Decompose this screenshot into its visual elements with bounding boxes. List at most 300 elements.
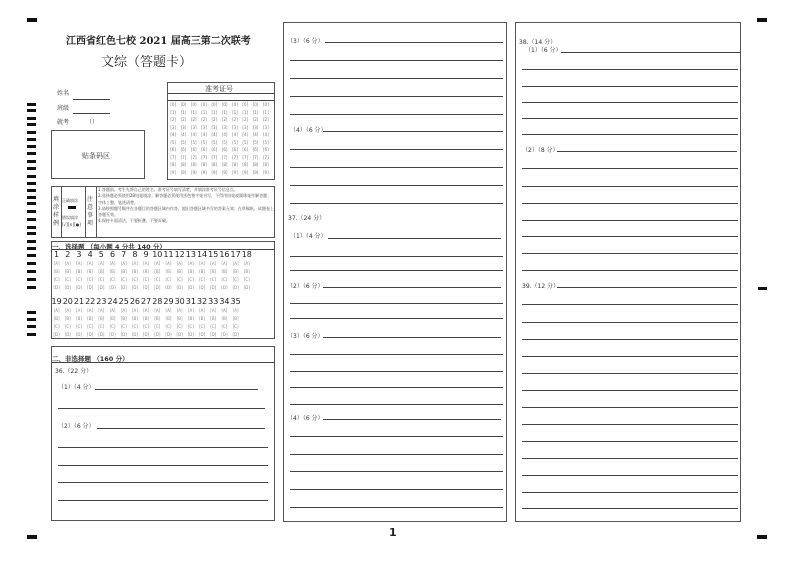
answer-line[interactable] [290, 371, 503, 372]
option-bubble[interactable]: [C] [210, 324, 217, 329]
exam-id-digit[interactable]: [7] [242, 154, 249, 160]
option-bubble[interactable]: [D] [64, 332, 71, 337]
exam-id-digit[interactable]: [0] [262, 102, 269, 107]
option-bubble[interactable]: [C] [210, 277, 217, 282]
exam-id-digit[interactable]: [9] [252, 169, 259, 175]
option-bubble[interactable]: [C] [120, 324, 127, 329]
exam-id-digit[interactable]: [6] [190, 147, 197, 152]
exam-id-digit[interactable]: [5] [211, 139, 218, 145]
exam-id-digit[interactable]: [8] [232, 162, 238, 167]
exam-id-digit[interactable]: [0] [201, 102, 207, 107]
answer-line[interactable] [522, 407, 738, 408]
answer-line[interactable] [323, 131, 503, 132]
exam-id-digit[interactable]: [8] [180, 162, 187, 167]
answer-line[interactable] [323, 287, 501, 288]
exam-id-digit[interactable]: [3] [211, 124, 218, 130]
exam-id-digit[interactable]: [3] [242, 124, 249, 130]
answer-line[interactable] [290, 489, 503, 490]
exam-id-digit[interactable]: [5] [242, 139, 249, 145]
option-bubble[interactable]: [B] [221, 269, 228, 274]
option-bubble[interactable]: [D] [165, 332, 172, 337]
answer-line[interactable] [328, 238, 501, 239]
answer-line[interactable] [522, 168, 738, 169]
option-bubble[interactable]: [A] [176, 308, 183, 313]
option-bubble[interactable]: [D] [87, 332, 94, 337]
answer-line[interactable] [522, 186, 738, 187]
exam-id-digit[interactable]: [5] [252, 139, 259, 145]
exam-id-digit[interactable]: [8] [242, 162, 249, 167]
answer-line[interactable] [323, 337, 501, 338]
exam-id-digit[interactable]: [9] [211, 169, 218, 175]
option-bubble[interactable]: [C] [154, 277, 161, 282]
exam-id-digit[interactable]: [4] [242, 132, 249, 137]
option-bubble[interactable]: [D] [142, 332, 150, 337]
option-bubble[interactable]: [B] [87, 269, 94, 274]
exam-id-digit[interactable]: [0] [252, 102, 259, 107]
exam-id-digit[interactable]: [0] [190, 102, 197, 107]
exam-id-digit[interactable]: [2] [180, 117, 187, 122]
option-bubble[interactable]: [C] [243, 277, 250, 282]
exam-id-digit[interactable]: [4] [262, 132, 269, 137]
option-bubble[interactable]: [B] [131, 316, 138, 321]
exam-id-digit[interactable]: [8] [170, 162, 176, 167]
exam-id-digit[interactable]: [2] [252, 117, 259, 122]
exam-id-digit[interactable]: [9] [221, 169, 228, 175]
exam-id-digit[interactable]: [6] [221, 147, 228, 152]
exam-id-digit[interactable]: [1] [252, 109, 259, 115]
option-bubble[interactable]: [D] [142, 285, 150, 290]
option-bubble[interactable]: [D] [154, 332, 161, 337]
option-bubble[interactable]: [A] [87, 261, 94, 266]
answer-line[interactable] [522, 390, 738, 391]
option-bubble[interactable]: [A] [154, 308, 161, 313]
exam-id-digit[interactable]: [6] [232, 147, 238, 152]
exam-id-digit[interactable]: [9] [170, 169, 176, 175]
exam-id-digit[interactable]: [5] [232, 139, 238, 145]
option-bubble[interactable]: [B] [64, 269, 71, 274]
exam-id-digit[interactable]: [5] [221, 139, 228, 145]
option-bubble[interactable]: [C] [120, 277, 127, 282]
answer-line[interactable] [290, 167, 503, 168]
answer-line[interactable] [557, 151, 737, 152]
exam-id-digit[interactable]: [3] [262, 124, 269, 130]
answer-line[interactable] [522, 270, 738, 271]
exam-id-digit[interactable]: [7] [170, 154, 176, 160]
exam-id-digit[interactable]: [1] [211, 109, 218, 115]
option-bubble[interactable]: [C] [199, 277, 205, 282]
option-bubble[interactable]: [C] [154, 324, 161, 329]
option-bubble[interactable]: [D] [87, 285, 94, 290]
exam-id-digit[interactable]: [2] [262, 117, 269, 122]
option-bubble[interactable]: [B] [87, 316, 94, 321]
option-bubble[interactable]: [A] [120, 261, 127, 266]
option-bubble[interactable]: [B] [76, 316, 82, 321]
option-bubble[interactable]: [B] [199, 269, 205, 274]
exam-id-digit[interactable]: [5] [201, 139, 207, 145]
answer-line[interactable] [522, 102, 738, 103]
answer-line[interactable] [522, 203, 738, 204]
option-bubble[interactable]: [C] [165, 324, 172, 329]
answer-line[interactable] [290, 471, 503, 472]
answer-line[interactable] [522, 475, 738, 476]
answer-line[interactable] [522, 86, 738, 87]
option-bubble[interactable]: [C] [176, 324, 183, 329]
exam-id-digit[interactable]: [2] [242, 117, 249, 122]
option-bubble[interactable]: [A] [109, 261, 116, 266]
answer-line[interactable] [522, 253, 738, 254]
exam-id-digit[interactable]: [2] [170, 117, 176, 122]
option-bubble[interactable]: [B] [154, 316, 161, 321]
option-bubble[interactable]: [D] [232, 285, 239, 290]
option-bubble[interactable]: [C] [187, 324, 194, 329]
option-bubble[interactable]: [D] [221, 332, 228, 337]
answer-line[interactable] [522, 69, 738, 70]
option-bubble[interactable]: [B] [243, 269, 250, 274]
option-bubble[interactable]: [A] [64, 261, 71, 266]
exam-id-digit[interactable]: [6] [180, 147, 187, 152]
answer-line[interactable] [557, 287, 737, 288]
option-bubble[interactable]: [D] [187, 285, 194, 290]
option-bubble[interactable]: [D] [165, 285, 172, 290]
exam-id-digit[interactable]: [8] [221, 162, 228, 167]
answer-line[interactable] [290, 387, 503, 388]
option-bubble[interactable]: [A] [109, 308, 116, 313]
answer-line[interactable] [522, 304, 738, 305]
option-bubble[interactable]: [B] [199, 316, 205, 321]
option-bubble[interactable]: [A] [120, 308, 127, 313]
option-bubble[interactable]: [C] [165, 277, 172, 282]
option-bubble[interactable]: [D] [232, 332, 239, 337]
answer-line[interactable] [58, 447, 268, 448]
exam-id-digit[interactable]: [4] [232, 132, 238, 137]
option-bubble[interactable]: [A] [165, 261, 172, 266]
option-bubble[interactable]: [A] [199, 308, 205, 313]
answer-line[interactable] [290, 185, 503, 186]
answer-line[interactable] [290, 149, 503, 150]
option-bubble[interactable]: [B] [232, 269, 239, 274]
option-bubble[interactable]: [D] [221, 285, 228, 290]
exam-id-digit[interactable]: [3] [221, 124, 228, 130]
option-bubble[interactable]: [C] [176, 277, 183, 282]
answer-line[interactable] [522, 356, 738, 357]
option-bubble[interactable]: [B] [165, 269, 172, 274]
option-bubble[interactable]: [C] [143, 277, 150, 282]
answer-line[interactable] [522, 508, 738, 509]
option-bubble[interactable]: [A] [131, 261, 138, 266]
exam-id-digit[interactable]: [8] [211, 162, 218, 167]
exam-id-digit[interactable]: [0] [170, 102, 176, 107]
option-bubble[interactable]: [C] [131, 277, 138, 282]
option-bubble[interactable]: [D] [98, 332, 105, 337]
option-bubble[interactable]: [A] [87, 308, 94, 313]
option-bubble[interactable]: [D] [198, 332, 206, 337]
exam-id-digit[interactable]: [8] [252, 162, 259, 167]
exam-id-digit[interactable]: [6] [201, 147, 207, 152]
answer-line[interactable] [561, 52, 741, 53]
answer-line[interactable] [522, 322, 738, 323]
option-bubble[interactable]: [D] [131, 332, 138, 337]
answer-line[interactable] [290, 507, 503, 508]
option-bubble[interactable]: [B] [165, 316, 172, 321]
exam-id-digit[interactable]: [8] [262, 162, 269, 167]
option-bubble[interactable]: [B] [131, 269, 138, 274]
answer-line[interactable] [522, 424, 738, 425]
option-bubble[interactable]: [B] [98, 316, 105, 321]
exam-id-digit[interactable]: [1] [221, 109, 228, 115]
exam-id-digit[interactable]: [4] [190, 132, 197, 137]
answer-line[interactable] [290, 318, 503, 319]
exam-id-digit[interactable]: [0] [221, 102, 228, 107]
option-bubble[interactable]: [C] [109, 277, 116, 282]
option-bubble[interactable]: [B] [143, 269, 150, 274]
option-bubble[interactable]: [A] [165, 308, 172, 313]
option-bubble[interactable]: [B] [76, 269, 82, 274]
option-bubble[interactable]: [B] [210, 269, 217, 274]
answer-line[interactable] [290, 454, 503, 455]
exam-id-digit[interactable]: [9] [201, 169, 207, 175]
option-bubble[interactable]: [C] [199, 324, 205, 329]
answer-line[interactable] [290, 114, 503, 115]
exam-id-grid[interactable] [168, 101, 271, 176]
answer-line[interactable] [58, 500, 268, 501]
exam-id-digit[interactable]: [2] [201, 117, 207, 122]
exam-id-digit[interactable]: [4] [211, 132, 218, 137]
option-bubble[interactable]: [C] [131, 324, 138, 329]
option-bubble[interactable]: [A] [143, 308, 150, 313]
answer-line[interactable] [290, 78, 503, 79]
option-bubble[interactable]: [D] [64, 285, 71, 290]
exam-id-digit[interactable]: [9] [242, 169, 249, 175]
answer-line[interactable] [522, 373, 738, 374]
option-bubble[interactable]: [B] [53, 316, 60, 321]
exam-id-digit[interactable]: [3] [201, 124, 207, 130]
exam-id-digit[interactable]: [0] [232, 102, 238, 107]
option-bubble[interactable]: [C] [53, 277, 60, 282]
option-bubble[interactable]: [A] [76, 261, 82, 266]
option-bubble[interactable]: [A] [187, 308, 194, 313]
answer-line[interactable] [522, 118, 738, 119]
option-bubble[interactable]: [D] [176, 285, 183, 290]
option-bubble[interactable]: [C] [76, 277, 82, 282]
option-bubble[interactable]: [C] [232, 324, 239, 329]
option-bubble[interactable]: [B] [154, 269, 161, 274]
option-bubble[interactable]: [A] [210, 308, 217, 313]
option-bubble[interactable]: [B] [210, 316, 217, 321]
option-bubble[interactable]: [D] [210, 285, 217, 290]
exam-id-digit[interactable]: [1] [242, 109, 249, 115]
answer-line[interactable] [290, 256, 503, 257]
option-bubble[interactable]: [C] [87, 277, 94, 282]
answer-line[interactable] [290, 303, 503, 304]
exam-id-digit[interactable]: [4] [180, 132, 187, 137]
option-bubble[interactable]: [B] [120, 316, 127, 321]
exam-id-digit[interactable]: [1] [170, 109, 176, 115]
option-bubble[interactable]: [C] [64, 324, 71, 329]
option-bubble[interactable]: [D] [187, 332, 194, 337]
exam-id-digit[interactable]: [8] [201, 162, 207, 167]
option-bubble[interactable]: [C] [76, 324, 82, 329]
option-bubble[interactable]: [B] [232, 316, 239, 321]
option-bubble[interactable]: [A] [232, 261, 239, 266]
exam-id-digit[interactable]: [1] [232, 109, 238, 115]
option-bubble[interactable]: [B] [143, 316, 150, 321]
exam-id-digit[interactable]: [1] [262, 109, 269, 115]
option-bubble[interactable]: [D] [210, 332, 217, 337]
option-bubble[interactable]: [A] [131, 308, 138, 313]
option-bubble[interactable]: [B] [187, 316, 194, 321]
exam-id-digit[interactable]: [9] [232, 169, 238, 175]
exam-id-digit[interactable]: [2] [232, 117, 238, 122]
option-bubble[interactable]: [A] [76, 308, 82, 313]
option-bubble[interactable]: [B] [187, 269, 194, 274]
answer-line[interactable] [323, 419, 501, 420]
option-bubble[interactable]: [D] [154, 285, 161, 290]
answer-line[interactable] [290, 60, 503, 61]
option-bubble[interactable]: [C] [109, 324, 116, 329]
answer-line[interactable] [290, 270, 503, 271]
exam-id-digit[interactable]: [8] [190, 162, 197, 167]
option-bubble[interactable]: [A] [210, 261, 217, 266]
exam-id-digit[interactable]: [7] [252, 154, 259, 160]
answer-line[interactable] [95, 389, 258, 390]
option-bubble[interactable]: [A] [154, 261, 161, 266]
exam-id-digit[interactable]: [5] [190, 139, 197, 145]
option-bubble[interactable]: [A] [232, 308, 239, 313]
answer-line[interactable] [58, 465, 268, 466]
option-bubble[interactable]: [A] [176, 261, 183, 266]
option-bubble[interactable]: [A] [199, 261, 205, 266]
exam-id-digit[interactable]: [7] [201, 154, 207, 160]
option-bubble[interactable]: [C] [98, 277, 105, 282]
exam-id-digit[interactable]: [0] [180, 102, 187, 107]
option-bubble[interactable]: [C] [98, 324, 105, 329]
option-bubble[interactable]: [A] [221, 261, 228, 266]
option-bubble[interactable]: [D] [120, 332, 127, 337]
exam-id-digit[interactable]: [7] [232, 154, 238, 160]
option-bubble[interactable]: [C] [87, 324, 94, 329]
answer-line[interactable] [58, 482, 268, 483]
exam-id-digit[interactable]: [1] [201, 109, 207, 115]
exam-id-digit[interactable]: [3] [232, 124, 238, 130]
option-bubble[interactable]: [C] [64, 277, 71, 282]
option-bubble[interactable]: [C] [53, 324, 60, 329]
option-bubble[interactable]: [B] [98, 269, 105, 274]
option-bubble[interactable]: [D] [120, 285, 127, 290]
exam-id-digit[interactable]: [2] [221, 117, 228, 122]
option-bubble[interactable]: [B] [53, 269, 60, 274]
answer-line[interactable] [522, 134, 738, 135]
answer-line[interactable] [522, 441, 738, 442]
answer-line[interactable] [290, 404, 503, 405]
exam-id-digit[interactable]: [2] [211, 117, 218, 122]
option-bubble[interactable]: [A] [243, 261, 250, 266]
answer-line[interactable] [58, 408, 265, 409]
exam-id-digit[interactable]: [5] [170, 139, 176, 145]
answer-line[interactable] [290, 96, 503, 97]
exam-id-digit[interactable]: [6] [242, 147, 249, 152]
option-bubble[interactable]: [A] [64, 308, 71, 313]
name-field[interactable] [73, 99, 110, 100]
exam-id-digit[interactable]: [9] [180, 169, 187, 175]
option-bubble[interactable]: [D] [176, 332, 183, 337]
option-bubble[interactable]: [C] [221, 324, 228, 329]
option-bubble[interactable]: [B] [221, 316, 228, 321]
exam-id-digit[interactable]: [3] [252, 124, 259, 130]
option-bubble[interactable]: [B] [176, 316, 183, 321]
exam-id-digit[interactable]: [9] [190, 169, 197, 175]
option-bubble[interactable]: [A] [143, 261, 150, 266]
option-bubble[interactable]: [D] [53, 285, 60, 290]
exam-id-digit[interactable]: [7] [221, 154, 228, 160]
exam-id-digit[interactable]: [7] [190, 154, 197, 160]
answer-line[interactable] [522, 236, 738, 237]
answer-line[interactable] [522, 458, 738, 459]
exam-id-digit[interactable]: [5] [262, 139, 269, 145]
choice-options-row2[interactable] [51, 307, 241, 339]
answer-line[interactable] [325, 42, 503, 43]
answer-line[interactable] [522, 220, 738, 221]
exam-id-digit[interactable]: [7] [180, 154, 187, 160]
exam-id-digit[interactable]: [6] [170, 147, 176, 152]
answer-line[interactable] [290, 203, 503, 204]
option-bubble[interactable]: [D] [131, 285, 138, 290]
option-bubble[interactable]: [D] [75, 332, 83, 337]
class-field[interactable] [73, 113, 110, 114]
option-bubble[interactable]: [C] [187, 277, 194, 282]
option-bubble[interactable]: [C] [143, 324, 150, 329]
option-bubble[interactable]: [A] [53, 308, 60, 313]
exam-id-digit[interactable]: [4] [252, 132, 259, 137]
option-bubble[interactable]: [D] [198, 285, 206, 290]
option-bubble[interactable]: [A] [221, 308, 228, 313]
exam-id-digit[interactable]: [6] [252, 147, 259, 152]
option-bubble[interactable]: [A] [53, 261, 60, 266]
answer-line[interactable] [290, 436, 503, 437]
option-bubble[interactable]: [A] [98, 261, 105, 266]
exam-id-digit[interactable]: [5] [180, 139, 187, 145]
exam-id-digit[interactable]: [3] [180, 124, 187, 130]
exam-id-digit[interactable]: [4] [221, 132, 228, 137]
choice-options-row1[interactable] [51, 260, 252, 292]
option-bubble[interactable]: [B] [176, 269, 183, 274]
option-bubble[interactable]: [D] [109, 285, 116, 290]
exam-id-digit[interactable]: [4] [201, 132, 207, 137]
option-bubble[interactable]: [B] [109, 316, 116, 321]
option-bubble[interactable]: [A] [187, 261, 194, 266]
option-bubble[interactable]: [D] [75, 285, 83, 290]
exam-id-digit[interactable]: [3] [190, 124, 197, 130]
option-bubble[interactable]: [C] [221, 277, 228, 282]
exam-id-digit[interactable]: [3] [170, 124, 176, 130]
option-bubble[interactable]: [D] [243, 285, 250, 290]
option-bubble[interactable]: [D] [98, 285, 105, 290]
option-bubble[interactable]: [D] [53, 332, 60, 337]
exam-id-digit[interactable]: [7] [211, 154, 218, 160]
exam-id-digit[interactable]: [2] [190, 117, 197, 122]
answer-line[interactable] [522, 339, 738, 340]
exam-id-digit[interactable]: [4] [170, 132, 176, 137]
exam-id-digit[interactable]: [0] [211, 102, 218, 107]
option-bubble[interactable]: [B] [109, 269, 116, 274]
exam-id-digit[interactable]: [1] [190, 109, 197, 115]
option-bubble[interactable]: [B] [64, 316, 71, 321]
exam-id-digit[interactable]: [0] [242, 102, 249, 107]
answer-line[interactable] [97, 428, 265, 429]
exam-id-digit[interactable]: [6] [211, 147, 218, 152]
exam-id-digit[interactable]: [6] [262, 147, 269, 152]
option-bubble[interactable]: [B] [120, 269, 127, 274]
answer-line[interactable] [522, 492, 738, 493]
